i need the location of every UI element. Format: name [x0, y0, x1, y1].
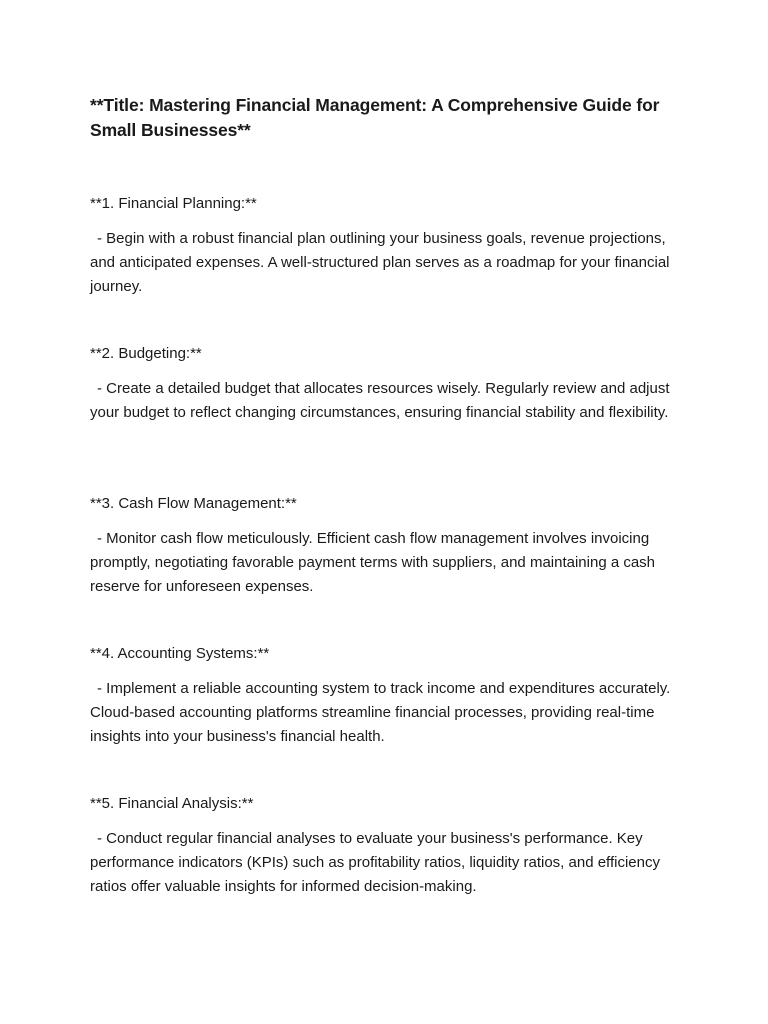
section-body: - Conduct regular financial analyses to evaluate your business's performance. Key performance indicators (KPIs) such as profitability ratios, liquidity ratios, and efficiency ratios offer valuable insights for informed decision-making.: [90, 830, 660, 895]
section-body: - Create a detailed budget that allocates resources wisely. Regularly review and adjust your budget to reflect changing circumstances, ensuring financial stability and flexibility.: [90, 380, 670, 421]
document-title: **Title: Mastering Financial Management: A Comprehensive Guide for Small Businesses**: [90, 95, 660, 140]
section-budgeting: [90, 343, 680, 425]
section-financial-planning: [90, 193, 680, 299]
section-heading: **2. Budgeting:**: [90, 345, 202, 362]
section-accounting-systems: [90, 643, 680, 749]
section-body: - Begin with a robust financial plan outlining your business goals, revenue projections, and anticipated expenses. A well-structured plan serves as a roadmap for your financial journey.: [90, 230, 670, 295]
section-body: - Implement a reliable accounting system to track income and expenditures accurately. Cloud-based accounting platforms streamline financial processes, providing real-time insights into your business's financial health.: [90, 680, 671, 745]
section-financial-analysis: [90, 793, 680, 899]
section-heading: **1. Financial Planning:**: [90, 195, 257, 212]
section-heading: **3. Cash Flow Management:**: [90, 495, 297, 512]
section-heading: **4. Accounting Systems:**: [90, 645, 270, 662]
section-heading: **5. Financial Analysis:**: [90, 795, 254, 812]
section-cash-flow-management: [90, 493, 680, 599]
section-body: - Monitor cash flow meticulously. Efficient cash flow management involves invoicing promptly, negotiating favorable payment terms with suppliers, and maintaining a cash reserve for unforeseen expenses.: [90, 530, 656, 595]
